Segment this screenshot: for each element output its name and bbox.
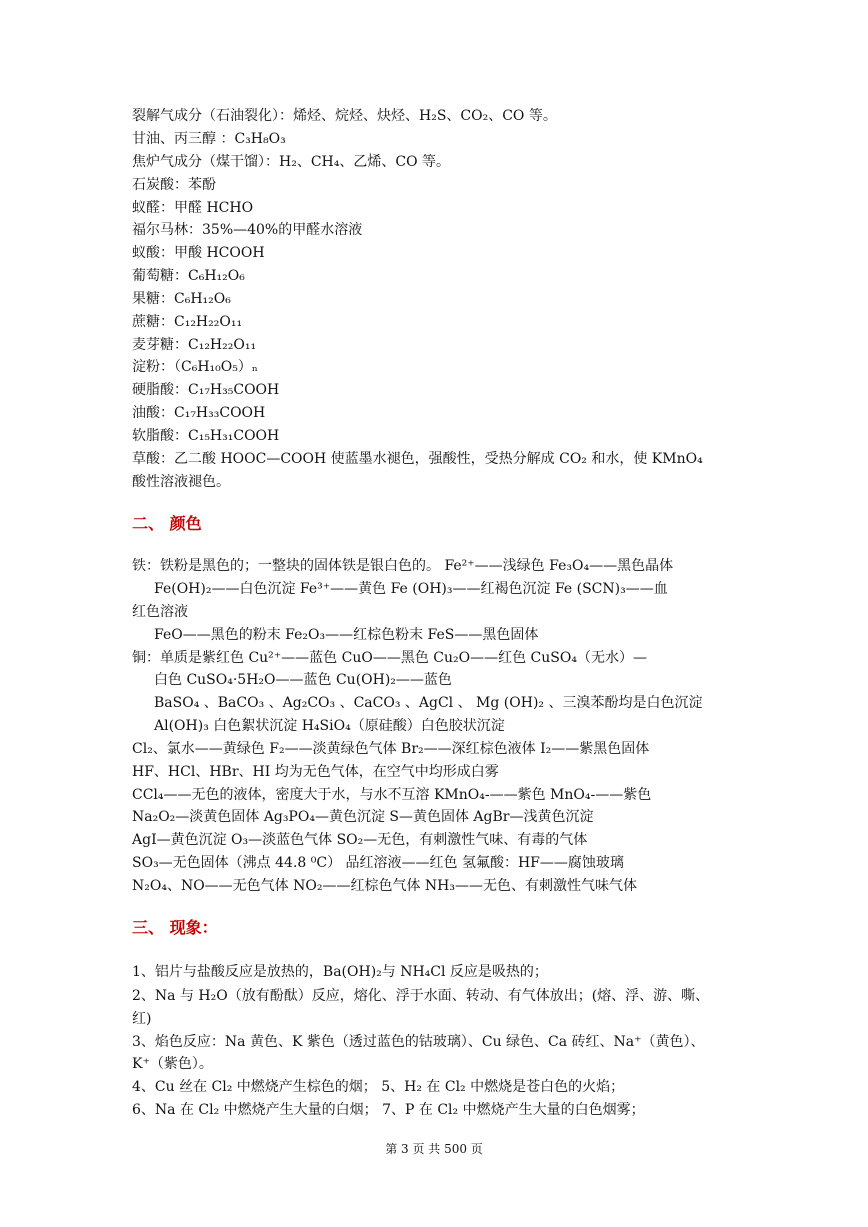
- text-line: Na₂O₂—淡黄色固体 Ag₃PO₄—黄色沉淀 S—黄色固体 AgBr—浅黄色沉淀: [132, 809, 594, 825]
- text-line: 裂解气成分（石油裂化）：烯烃、烷烃、炔烃、H₂S、CO₂、CO 等。: [132, 108, 557, 124]
- text-line: 葡萄糖：C₆H₁₂O₆: [132, 268, 245, 284]
- text-line: 1、铝片与盐酸反应是放热的，Ba(OH)₂与 NH₄Cl 反应是吸热的；: [132, 964, 548, 980]
- text-line: 2、Na 与 H₂O（放有酚酞）反应，熔化、浮于水面、转动、有气体放出；(熔、浮、游、嘶、: [132, 988, 710, 1004]
- text-line: 甘油、丙三醇 ：C₃H₈O₃: [132, 131, 286, 147]
- text-line: 果糖：C₆H₁₂O₆: [132, 291, 231, 307]
- text-line: CCl₄——无色的液体，密度大于水，与水不互溶 KMnO₄-——紫色 MnO₄-——紫色: [132, 787, 652, 803]
- text-line: 铁：铁粉是黑色的；一整块的固体铁是银白色的。 Fe²⁺——浅绿色 Fe₃O₄——黑色晶体: [132, 558, 674, 574]
- text-line: 蚁醛：甲醛 HCHO: [132, 200, 254, 216]
- text-line: Al(OH)₃ 白色絮状沉淀 H₄SiO₄（原硅酸）白色胶状沉淀: [154, 718, 505, 734]
- text-line: K⁺（紫色）。: [132, 1056, 213, 1072]
- text-line: N₂O₄、NO——无色气体 NO₂——红棕色气体 NH₃——无色、有刺激性气味气体: [132, 878, 637, 894]
- text-line: FeO——黑色的粉末 Fe₂O₃——红棕色粉末 FeS——黑色固体: [154, 627, 539, 643]
- text-line: 软脂酸：C₁₅H₃₁COOH: [132, 428, 280, 444]
- page-number-footer: 第 3 页 共 500 页: [385, 1142, 483, 1156]
- text-line: 红色溶液: [132, 604, 188, 620]
- text-line: 蔗糖：C₁₂H₂₂O₁₁: [132, 314, 243, 330]
- text-line: 麦芽糖：C₁₂H₂₂O₁₁: [132, 337, 257, 353]
- text-line: 白色 CuSO₄·5H₂O——蓝色 Cu(OH)₂——蓝色: [154, 672, 452, 688]
- text-line: 草酸：乙二酸 HOOC—COOH 使蓝墨水褪色，强酸性，受热分解成 CO₂ 和水，使 KMnO₄: [132, 451, 703, 467]
- text-line: SO₃—无色固体（沸点 44.8 ⁰C） 品红溶液——红色 氢氟酸：HF——腐蚀玻璃: [132, 855, 624, 871]
- text-line: 红): [132, 1011, 152, 1027]
- text-line: Cl₂、氯水——黄绿色 F₂——淡黄绿色气体 Br₂——深红棕色液体 I₂——紫黑色固体: [132, 741, 650, 757]
- text-line: Fe(OH)₂——白色沉淀 Fe³⁺——黄色 Fe (OH)₃——红褐色沉淀 Fe (SCN)₃——血: [154, 581, 668, 597]
- text-line: 硬脂酸：C₁₇H₃₅COOH: [132, 382, 280, 398]
- text-line: HF、HCl、HBr、HI 均为无色气体，在空气中均形成白雾: [132, 764, 499, 780]
- text-line: 淀粉：（C₆H₁₀O₅）ₙ: [132, 359, 258, 375]
- text-line: 6、Na 在 Cl₂ 中燃烧产生大量的白烟； 7、P 在 Cl₂ 中燃烧产生大量的白色烟雾；: [132, 1102, 645, 1118]
- section-heading-phenomena: 三、 现象：: [132, 918, 218, 937]
- text-line: 油酸：C₁₇H₃₃COOH: [132, 405, 266, 421]
- text-line: 3、焰色反应：Na 黄色、K 紫色（透过蓝色的钴玻璃）、Cu 绿色、Ca 砖红、Na⁺（黄色）、: [132, 1034, 705, 1050]
- text-line: 4、Cu 丝在 Cl₂ 中燃烧产生棕色的烟； 5、H₂ 在 Cl₂ 中燃烧是苍白色的火焰；: [132, 1079, 625, 1095]
- text-line: 酸性溶液褪色。: [132, 474, 230, 490]
- text-line: 铜：单质是紫红色 Cu²⁺——蓝色 CuO——黑色 Cu₂O——红色 CuSO₄（无水）—: [132, 650, 647, 666]
- text-line: AgI—黄色沉淀 O₃—淡蓝色气体 SO₂—无色，有刺激性气味、有毒的气体: [132, 832, 588, 848]
- text-line: 石炭酸：苯酚: [132, 177, 216, 193]
- text-line: 焦炉气成分（煤干馏）：H₂、CH₄、乙烯、CO 等。: [132, 154, 450, 170]
- text-line: 蚁酸：甲酸 HCOOH: [132, 245, 265, 261]
- text-line: 福尔马林：35%—40%的甲醛水溶液: [132, 222, 363, 238]
- section-heading-colors: 二、 颜色: [132, 514, 202, 533]
- text-line: BaSO₄ 、BaCO₃ 、Ag₂CO₃ 、CaCO₃ 、AgCl 、 Mg (OH)₂ 、三溴苯酚均是白色沉淀: [154, 695, 703, 711]
